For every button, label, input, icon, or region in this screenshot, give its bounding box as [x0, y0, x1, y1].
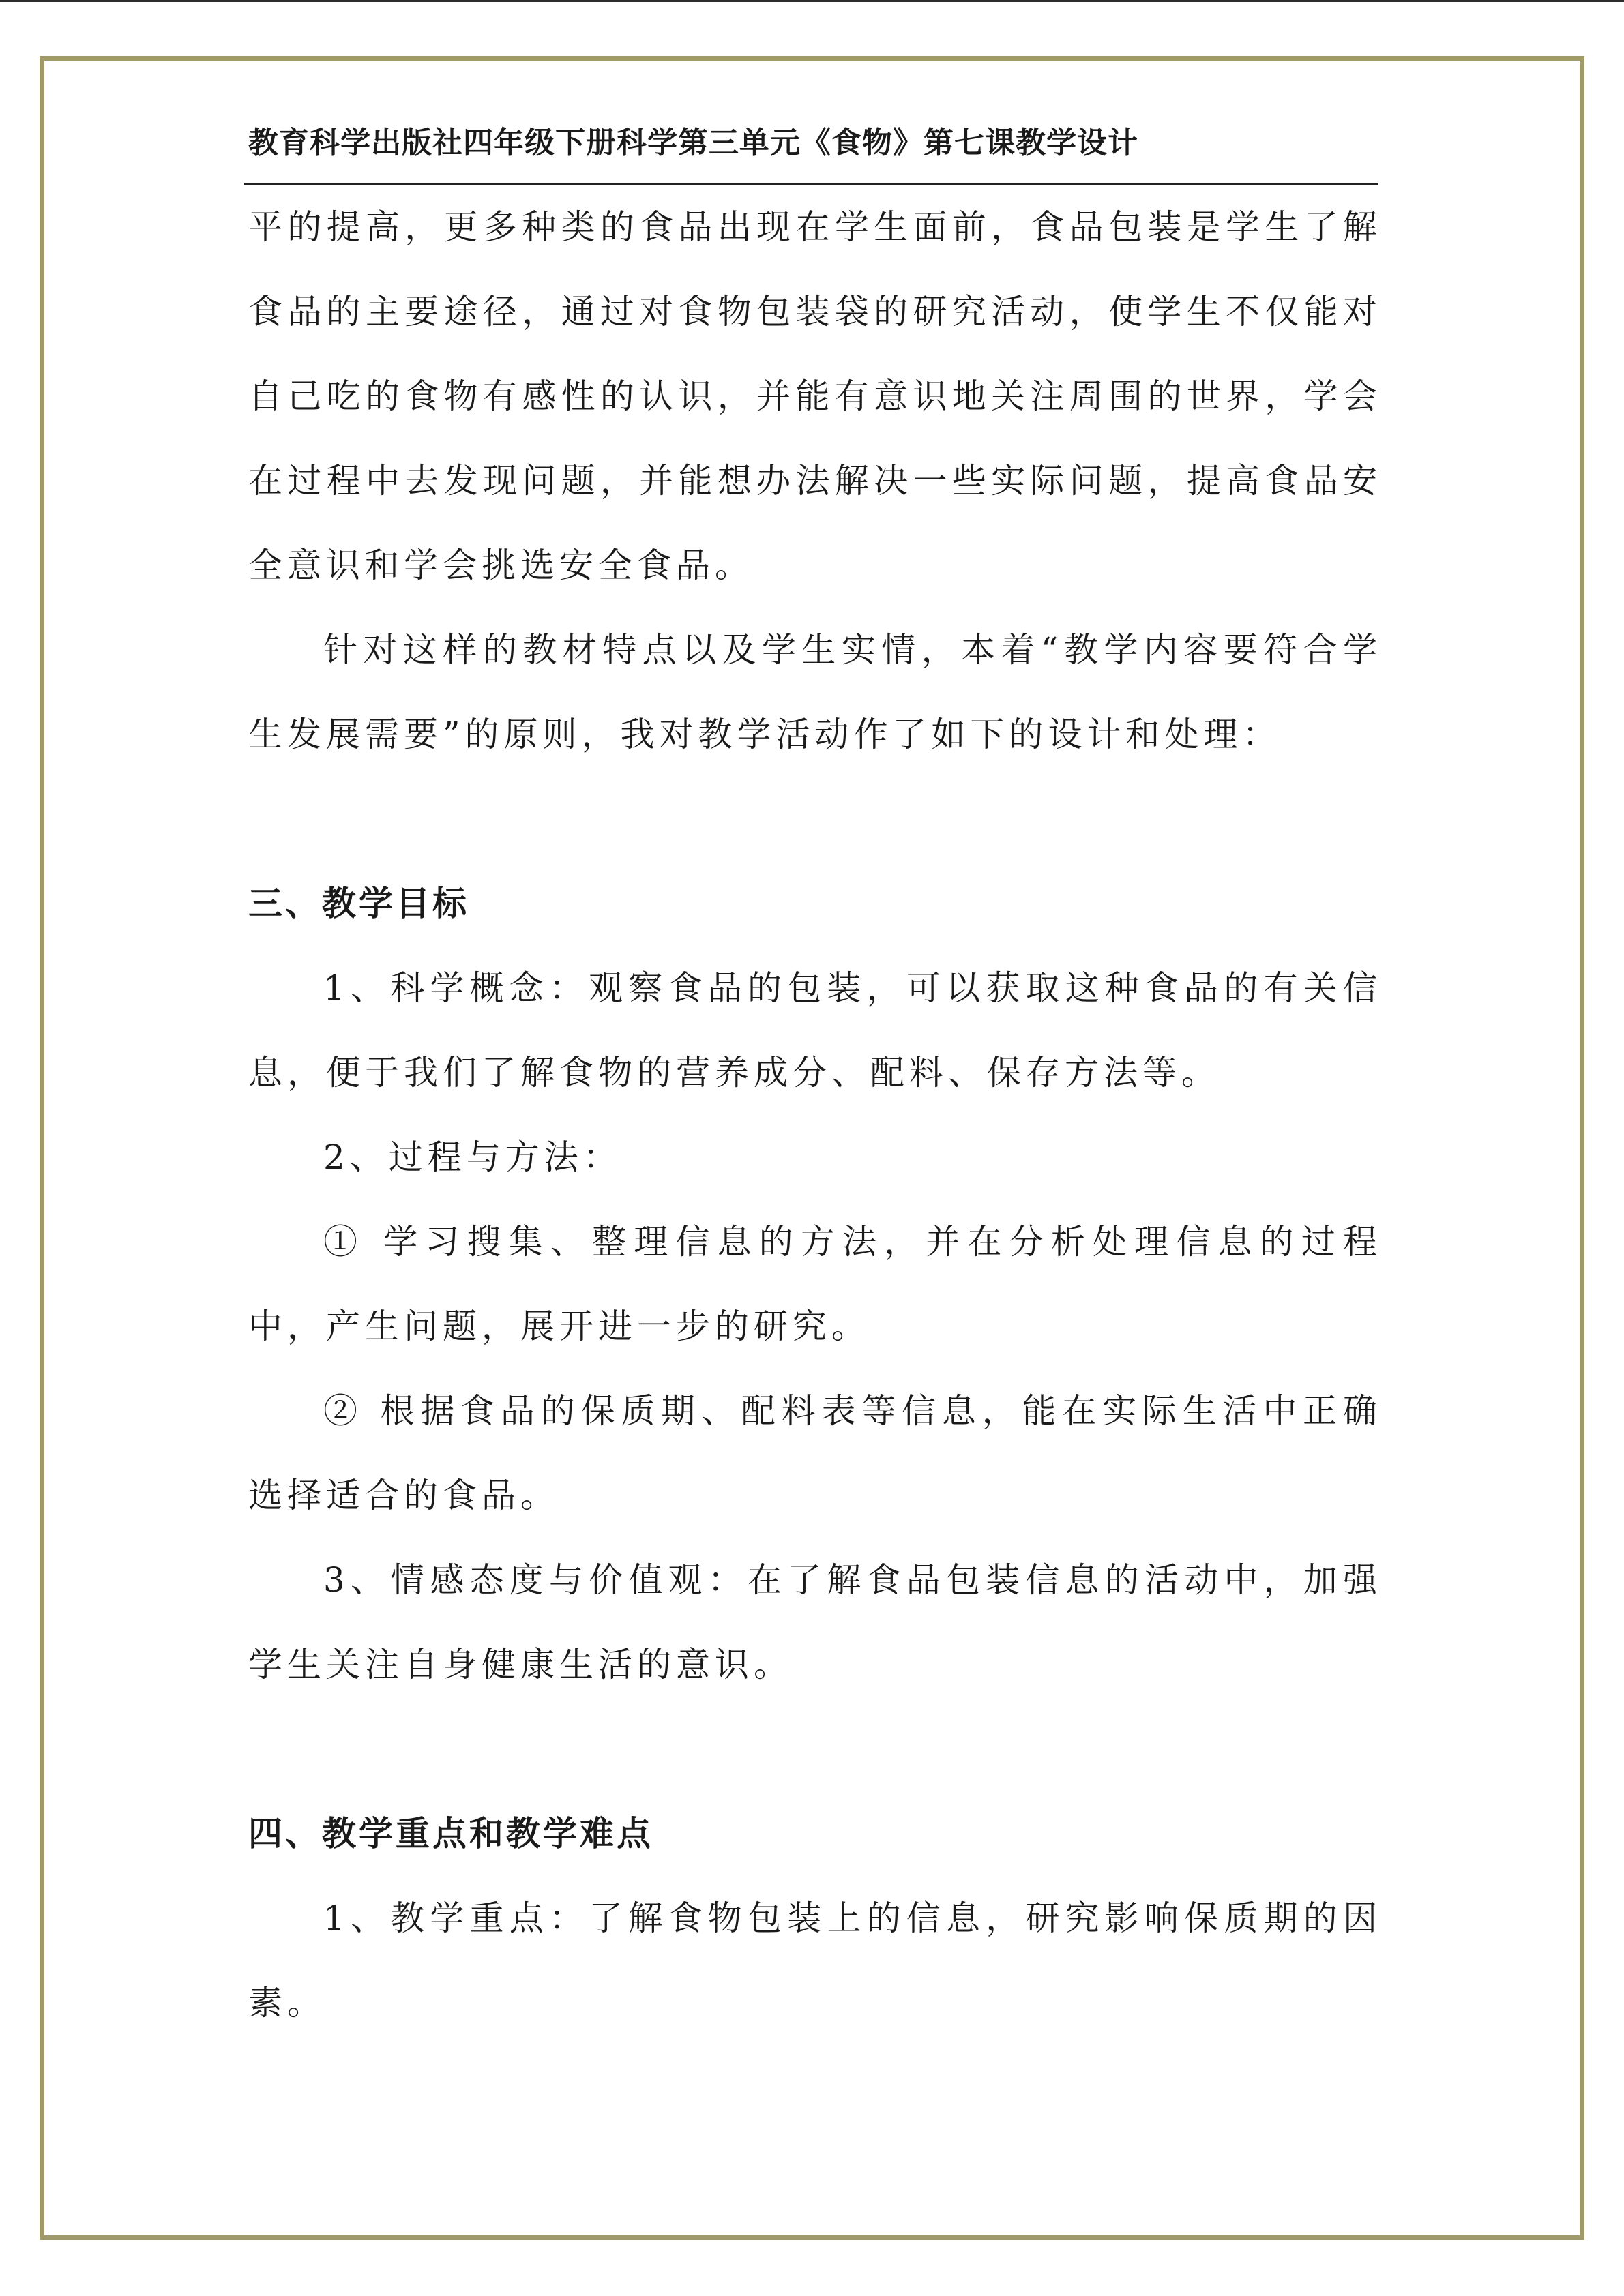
- objective-item-2: 2、过程与方法：: [323, 1137, 622, 1177]
- document-body: [248, 109, 1382, 2045]
- design-paragraph: 针对这样的教材特点以及学生实情，本着“教学内容要符合学生发展需要”的原则，我对教学活动作了如下的设计和处理：: [248, 630, 1382, 754]
- section-spacer: [248, 1707, 1382, 1791]
- key-point-item-1: 1、教学重点：了解食物包装上的信息，研究影响保质期的因素。: [248, 1898, 1382, 2023]
- objective-item-1: 1、科学概念：观察食品的包装，可以获取这种食品的有关信息，便于我们了解食物的营养成分、配料、保存方法等。: [248, 968, 1382, 1092]
- objective-item-2-sub-1: ① 学习搜集、整理信息的方法，并在分析处理信息的过程中，产生问题，展开进一步的研究。: [248, 1222, 1382, 1346]
- section-heading-key-points: 四、教学重点和教学难点: [248, 1814, 653, 1853]
- objective-item-3: 3、情感态度与价值观：在了解食品包装信息的活动中，加强学生关注自身健康生活的意识。: [248, 1560, 1382, 1684]
- running-header: 教育科学出版社四年级下册科学第三单元《食物》第七课教学设计: [248, 125, 1138, 160]
- section-spacer: [248, 777, 1382, 861]
- section-heading-objectives: 三、教学目标: [248, 884, 469, 923]
- intro-paragraph: 平的提高，更多种类的食品出现在学生面前，食品包装是学生了解食品的主要途径，通过对食物包装袋的研究活动，使学生不仅能对自己吃的食物有感性的认识，并能有意识地关注周围的世界，学会在过程中去发现问题，并能想办法解决一些实际问题，提高食品安全意识和学会挑选安全食品。: [248, 207, 1382, 585]
- page-top-edge: [0, 0, 1624, 2]
- objective-item-2-sub-2: ② 根据食品的保质期、配料表等信息，能在实际生活中正确选择适合的食品。: [248, 1391, 1382, 1515]
